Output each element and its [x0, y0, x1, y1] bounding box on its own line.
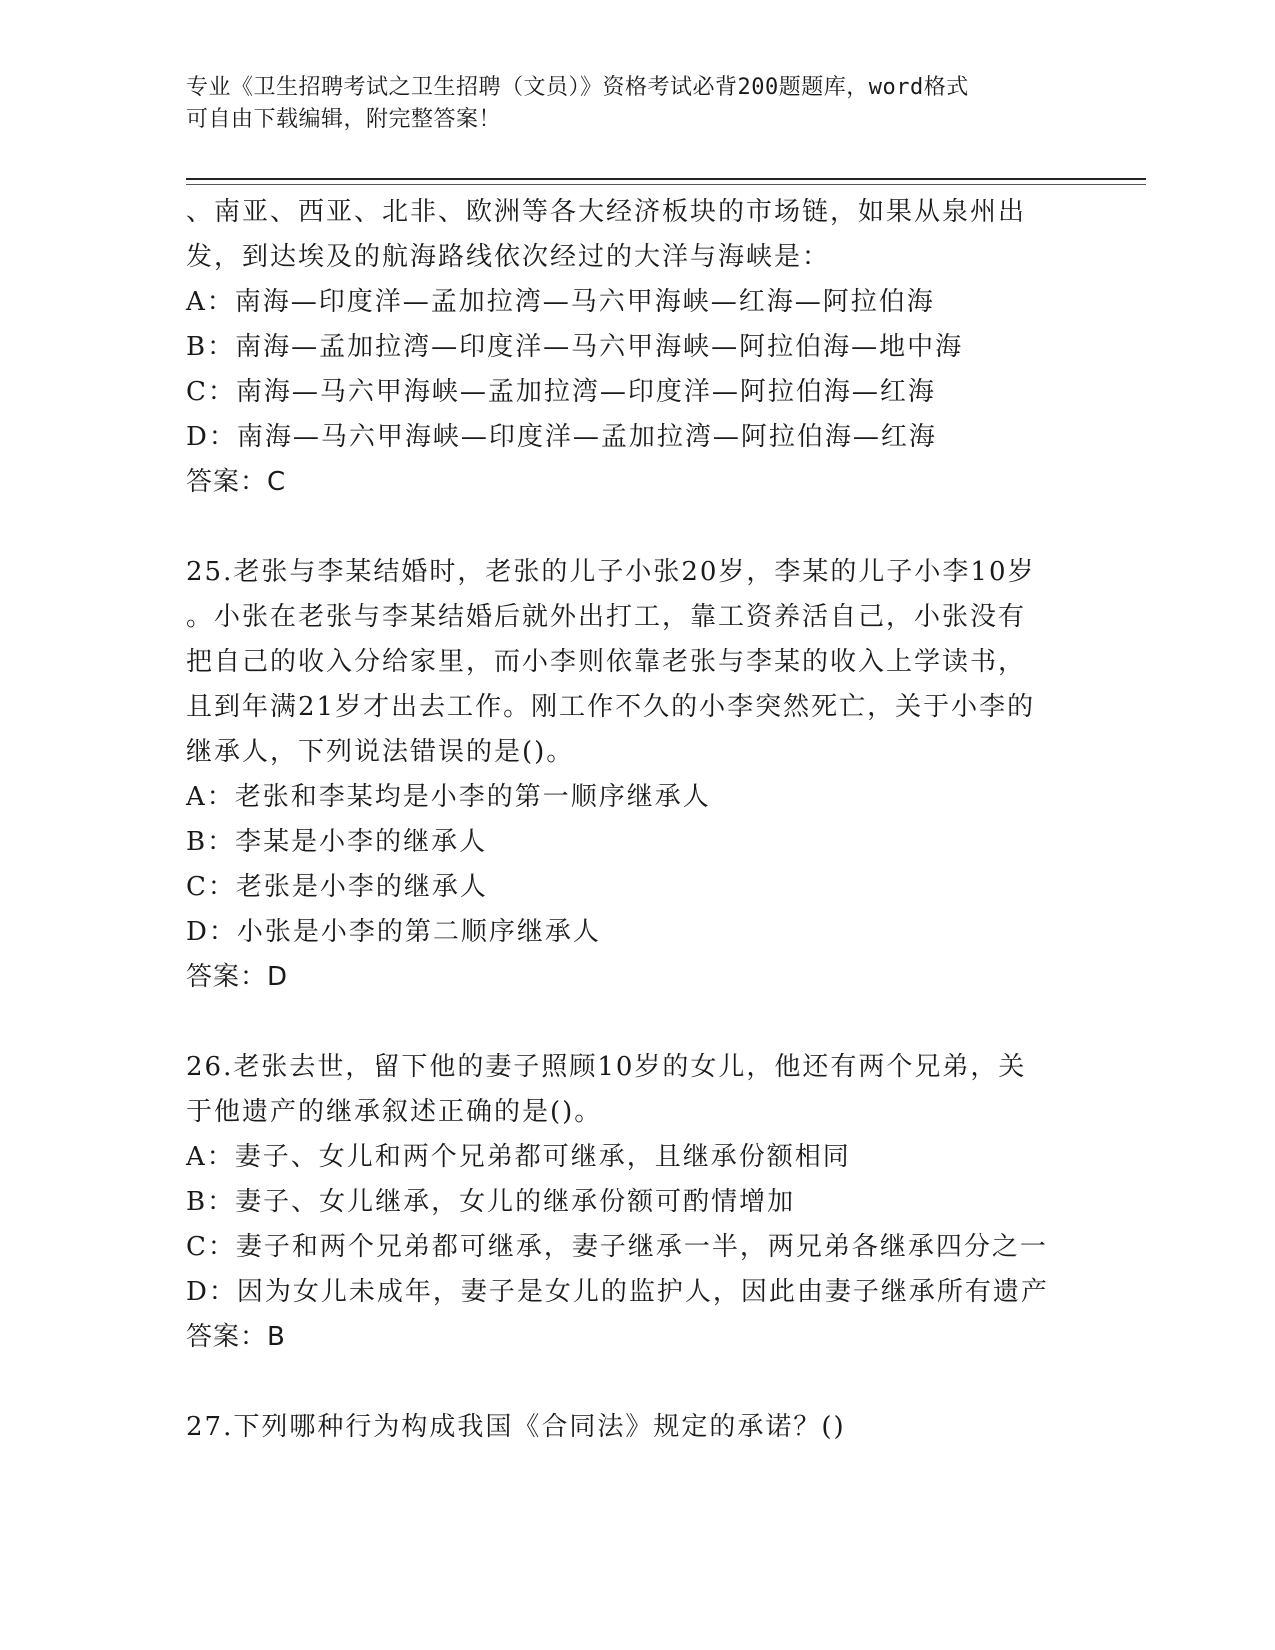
question-stem-line: 把自己的收入分给家里，而小李则依靠老张与李某的收入上学读书，	[186, 647, 1027, 677]
option-a: A：南海—印度洋—孟加拉湾—马六甲海峡—红海—阿拉伯海	[186, 287, 935, 317]
option-b: B：南海—孟加拉湾—印度洋—马六甲海峡—阿拉伯海—地中海	[186, 332, 964, 362]
option-c: C：南海—马六甲海峡—孟加拉湾—印度洋—阿拉伯海—红海	[186, 377, 936, 407]
option-a: A：妻子、女儿和两个兄弟都可继承，且继承份额相同	[186, 1142, 851, 1172]
question-stem-line: 于他遗产的继承叙述正确的是()。	[186, 1097, 603, 1127]
spacer	[186, 505, 1086, 550]
question-stem-line: 发，到达埃及的航海路线依次经过的大洋与海峡是：	[186, 242, 831, 272]
option-d: D：小张是小李的第二顺序继承人	[186, 917, 601, 947]
question-stem-line: 。小张在老张与李某结婚后就外出打工，靠工资养活自己，小张没有	[186, 602, 1027, 632]
spacer	[186, 1000, 1086, 1045]
document-header	[186, 72, 1066, 136]
header-line-2: 可自由下载编辑，附完整答案！	[186, 107, 502, 132]
option-b: B：李某是小李的继承人	[186, 827, 488, 857]
question-stem-line: 、南亚、西亚、北非、欧洲等各大经济板块的市场链，如果从泉州出	[186, 197, 1027, 227]
answer-line: 答案：D	[186, 962, 289, 992]
question-stem-line: 继承人，下列说法错误的是()。	[186, 737, 575, 767]
question-content	[186, 190, 1086, 1450]
option-b: B：妻子、女儿继承，女儿的继承份额可酌情增加	[186, 1187, 796, 1217]
question-24	[186, 190, 1086, 505]
answer-line: 答案：B	[186, 1322, 286, 1352]
option-d: D：因为女儿未成年，妻子是女儿的监护人，因此由妻子继承所有遗产	[186, 1277, 1049, 1307]
question-stem-line: 27.下列哪种行为构成我国《合同法》规定的承诺？()	[186, 1412, 846, 1442]
option-a: A：老张和李某均是小李的第一顺序继承人	[186, 782, 711, 812]
header-line-1: 专业《卫生招聘考试之卫生招聘（文员）》资格考试必背200题题库，word格式	[186, 75, 969, 100]
question-stem-line: 且到年满21岁才出去工作。刚工作不久的小李突然死亡，关于小李的	[186, 692, 1036, 722]
header-divider-thin	[186, 184, 1146, 185]
answer-line: 答案：C	[186, 467, 287, 497]
question-stem-line: 25.老张与李某结婚时，老张的儿子小张20岁，李某的儿子小李10岁	[186, 557, 1036, 587]
question-stem-line: 26.老张去世，留下他的妻子照顾10岁的女儿，他还有两个兄弟，关	[186, 1052, 1027, 1082]
spacer	[186, 1360, 1086, 1405]
question-26	[186, 1045, 1086, 1360]
option-c: C：妻子和两个兄弟都可继承，妻子继承一半，两兄弟各继承四分之一	[186, 1232, 1048, 1262]
option-d: D：南海—马六甲海峡—印度洋—孟加拉湾—阿拉伯海—红海	[186, 422, 937, 452]
question-25	[186, 550, 1086, 1000]
question-27	[186, 1405, 1086, 1450]
header-divider-thick	[186, 178, 1146, 180]
option-c: C：老张是小李的继承人	[186, 872, 488, 902]
